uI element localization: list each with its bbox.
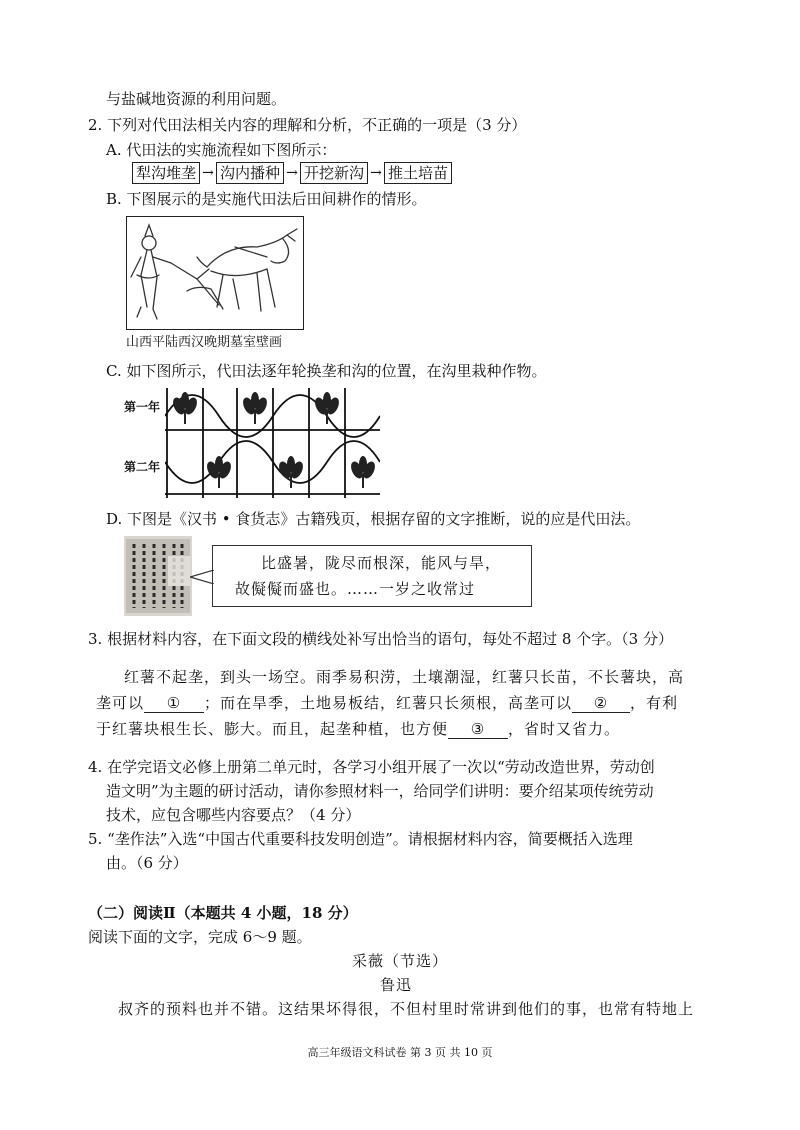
mural-figure <box>126 216 304 330</box>
q4-line-3: 技术，应包含哪些内容要点？（4 分） <box>106 806 361 824</box>
year-one-label: 第一年 <box>124 400 161 414</box>
q2-stem: 2. 下列对代田法相关内容的理解和分析，不正确的一项是（3 分） <box>88 116 527 134</box>
section-heading: （二）阅读Ⅱ（本题共 4 小题，18 分） <box>88 904 358 922</box>
blank-3: ③ <box>448 720 508 739</box>
plant-icon <box>205 456 234 488</box>
q4-line-2: 造文明”为主题的研讨活动，请你参照材料一，给同学们讲明：要介绍某项传统劳动 <box>106 782 654 800</box>
q3-text: ，省时又省力。 <box>508 720 621 738</box>
q3-passage-line-2 <box>96 692 678 714</box>
q3-stem: 3. 根据材料内容，在下面文段的横线处补写出恰当的语句，每处不超过 8 个字。（3 分） <box>88 630 673 648</box>
q2-option-d: D. 下图是《汉书 • 食货志》古籍残页，根据存留的文字推断，说的应是代田法。 <box>106 510 641 528</box>
plant-icon <box>349 456 378 488</box>
ancient-text-callout <box>212 545 532 607</box>
q5-line-1: 5. “垄作法”入选“中国古代重要科技发明创造”。请根据材料内容，简要概括入选理 <box>88 830 633 848</box>
arrow-right-icon: → <box>370 165 382 181</box>
passage-paragraph-1: 叔齐的预料也并不错。这结果坏得很，不但村里时常讲到他们的事，也常有特地上 <box>118 1000 695 1018</box>
q3-text: ，有利 <box>630 694 679 712</box>
flow-step-1: 犁沟堆垄 <box>132 162 200 184</box>
ridge-furrow-rotation-diagram <box>165 388 380 498</box>
flow-step-3: 开挖新沟 <box>300 162 368 184</box>
year-two-label: 第二年 <box>124 460 161 474</box>
ancient-quote-line-1: 比盛暑，陇尽而根深，能风与旱， <box>261 554 502 572</box>
blank-2: ② <box>572 694 630 713</box>
q3-text: ；而在旱季，土地易板结，红薯只长须根，高垄可以 <box>204 694 573 712</box>
blank-1: ① <box>144 694 204 713</box>
plant-icon <box>171 392 200 424</box>
ancient-book-fragment-image <box>124 536 192 616</box>
passage-author: 鲁迅 <box>380 976 413 994</box>
page-footer: 高三年级语文科试卷 第 3 页 共 10 页 <box>307 1046 493 1059</box>
q2-option-a: A. 代田法的实施流程如下图所示： <box>106 141 337 159</box>
q2-option-b: B. 下图展示的是实施代田法后田间耕作的情形。 <box>106 190 427 208</box>
q4-line-1: 4. 在学完语文必修上册第二单元时，各学习小组开展了一次以“劳动改造世界，劳动创 <box>88 758 655 776</box>
arrow-right-icon: → <box>286 165 298 181</box>
arrow-right-icon: → <box>202 165 214 181</box>
callout-pointer <box>190 570 214 584</box>
ox-plowing-mural-illustration <box>127 217 302 328</box>
flow-step-2: 沟内播种 <box>216 162 284 184</box>
flow-step-4: 推土培苗 <box>384 162 452 184</box>
section-instruction: 阅读下面的文字，完成 6～9 题。 <box>88 928 312 946</box>
q3-passage-line-3 <box>96 718 620 740</box>
ancient-quote-line-2: 故儗儗而盛也。……一岁之收常过 <box>235 580 476 598</box>
intro-line: 与盐碱地资源的利用问题。 <box>106 90 287 108</box>
mural-caption: 山西平陆西汉晚期墓室壁画 <box>126 335 283 350</box>
plant-icon <box>313 392 342 424</box>
q2-option-c: C. 如下图所示，代田法逐年轮换垄和沟的位置，在沟里栽种作物。 <box>106 362 547 380</box>
q3-passage-line-1: 红薯不起垄，到头一场空。雨季易积涝，土壤潮湿，红薯只长苗，不长薯块，高 <box>124 668 685 686</box>
q3-text: 垄可以 <box>96 694 145 712</box>
q3-text: 于红薯块根生长、膨大。而且，起垄种植，也方便 <box>96 720 449 738</box>
plant-icon <box>241 392 270 424</box>
flow-diagram <box>132 162 452 184</box>
q5-line-2: 由。（6 分） <box>106 854 188 872</box>
passage-title: 采薇（节选） <box>352 952 449 970</box>
